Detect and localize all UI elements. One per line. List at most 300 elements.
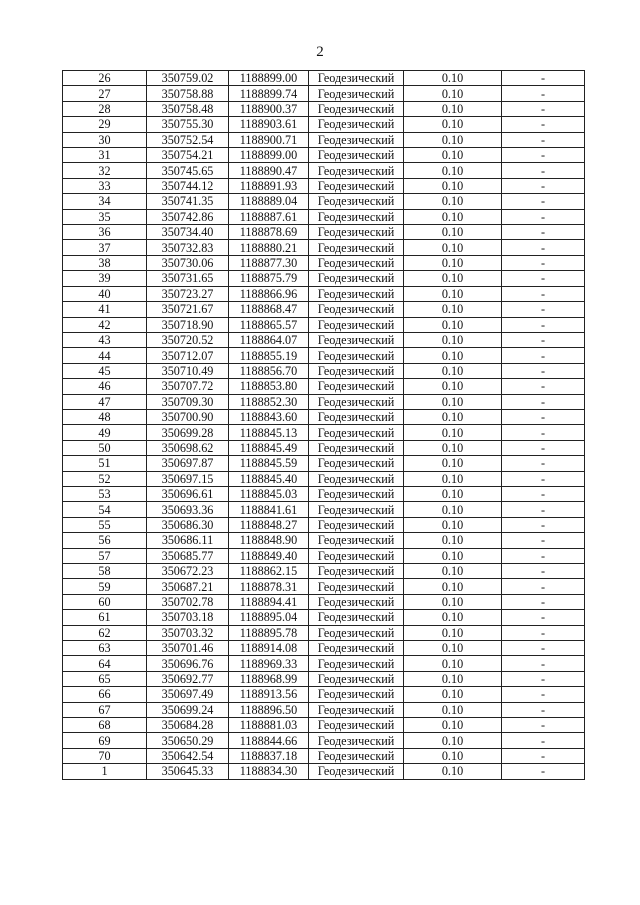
x-coordinate-cell: 350707.72 [147, 379, 229, 394]
y-coordinate-cell: 1188834.30 [229, 764, 309, 779]
method-cell: Геодезический [309, 86, 404, 101]
point-number-cell: 26 [63, 71, 147, 86]
x-coordinate-cell: 350734.40 [147, 225, 229, 240]
point-number-cell: 30 [63, 132, 147, 147]
note-cell: - [502, 317, 585, 332]
method-cell: Геодезический [309, 702, 404, 717]
y-coordinate-cell: 1188843.60 [229, 409, 309, 424]
note-cell: - [502, 687, 585, 702]
y-coordinate-cell: 1188848.90 [229, 533, 309, 548]
table-row [63, 748, 585, 763]
y-coordinate-cell: 1188845.03 [229, 486, 309, 501]
method-cell: Геодезический [309, 71, 404, 86]
y-coordinate-cell: 1188868.47 [229, 302, 309, 317]
accuracy-cell: 0.10 [404, 733, 502, 748]
table-row [63, 579, 585, 594]
accuracy-cell: 0.10 [404, 348, 502, 363]
y-coordinate-cell: 1188866.96 [229, 286, 309, 301]
x-coordinate-cell: 350698.62 [147, 440, 229, 455]
y-coordinate-cell: 1188864.07 [229, 332, 309, 347]
y-coordinate-cell: 1188914.08 [229, 641, 309, 656]
point-number-cell: 34 [63, 194, 147, 209]
method-cell: Геодезический [309, 379, 404, 394]
accuracy-cell: 0.10 [404, 517, 502, 532]
y-coordinate-cell: 1188894.41 [229, 594, 309, 609]
note-cell: - [502, 533, 585, 548]
accuracy-cell: 0.10 [404, 255, 502, 270]
accuracy-cell: 0.10 [404, 533, 502, 548]
y-coordinate-cell: 1188844.66 [229, 733, 309, 748]
method-cell: Геодезический [309, 548, 404, 563]
method-cell: Геодезический [309, 194, 404, 209]
y-coordinate-cell: 1188895.04 [229, 610, 309, 625]
note-cell: - [502, 379, 585, 394]
y-coordinate-cell: 1188845.40 [229, 471, 309, 486]
point-number-cell: 48 [63, 409, 147, 424]
point-number-cell: 64 [63, 656, 147, 671]
y-coordinate-cell: 1188841.61 [229, 502, 309, 517]
note-cell: - [502, 255, 585, 270]
y-coordinate-cell: 1188875.79 [229, 271, 309, 286]
point-number-cell: 55 [63, 517, 147, 532]
table-row [63, 533, 585, 548]
accuracy-cell: 0.10 [404, 240, 502, 255]
table-row [63, 255, 585, 270]
method-cell: Геодезический [309, 302, 404, 317]
accuracy-cell: 0.10 [404, 302, 502, 317]
note-cell: - [502, 548, 585, 563]
table-row [63, 486, 585, 501]
y-coordinate-cell: 1188896.50 [229, 702, 309, 717]
note-cell: - [502, 625, 585, 640]
table-row [63, 517, 585, 532]
method-cell: Геодезический [309, 363, 404, 378]
x-coordinate-cell: 350645.33 [147, 764, 229, 779]
accuracy-cell: 0.10 [404, 625, 502, 640]
method-cell: Геодезический [309, 671, 404, 686]
y-coordinate-cell: 1188852.30 [229, 394, 309, 409]
table-row [63, 117, 585, 132]
point-number-cell: 58 [63, 564, 147, 579]
accuracy-cell: 0.10 [404, 332, 502, 347]
note-cell: - [502, 86, 585, 101]
method-cell: Геодезический [309, 286, 404, 301]
x-coordinate-cell: 350721.67 [147, 302, 229, 317]
note-cell: - [502, 117, 585, 132]
method-cell: Геодезический [309, 132, 404, 147]
x-coordinate-cell: 350687.21 [147, 579, 229, 594]
y-coordinate-cell: 1188968.99 [229, 671, 309, 686]
point-number-cell: 50 [63, 440, 147, 455]
y-coordinate-cell: 1188849.40 [229, 548, 309, 563]
accuracy-cell: 0.10 [404, 641, 502, 656]
accuracy-cell: 0.10 [404, 486, 502, 501]
table-row [63, 733, 585, 748]
accuracy-cell: 0.10 [404, 502, 502, 517]
page-number: 2 [316, 44, 324, 60]
point-number-cell: 70 [63, 748, 147, 763]
method-cell: Геодезический [309, 610, 404, 625]
note-cell: - [502, 425, 585, 440]
table-row [63, 332, 585, 347]
accuracy-cell: 0.10 [404, 610, 502, 625]
table-row [63, 702, 585, 717]
accuracy-cell: 0.10 [404, 209, 502, 224]
point-number-cell: 44 [63, 348, 147, 363]
table-row [63, 363, 585, 378]
point-number-cell: 56 [63, 533, 147, 548]
note-cell: - [502, 748, 585, 763]
method-cell: Геодезический [309, 178, 404, 193]
method-cell: Геодезический [309, 209, 404, 224]
table-row [63, 671, 585, 686]
note-cell: - [502, 733, 585, 748]
x-coordinate-cell: 350697.87 [147, 456, 229, 471]
method-cell: Геодезический [309, 163, 404, 178]
point-number-cell: 57 [63, 548, 147, 563]
method-cell: Геодезический [309, 117, 404, 132]
point-number-cell: 38 [63, 255, 147, 270]
table-row [63, 240, 585, 255]
y-coordinate-cell: 1188891.93 [229, 178, 309, 193]
note-cell: - [502, 209, 585, 224]
table-row [63, 687, 585, 702]
accuracy-cell: 0.10 [404, 71, 502, 86]
point-number-cell: 52 [63, 471, 147, 486]
x-coordinate-cell: 350700.90 [147, 409, 229, 424]
note-cell: - [502, 718, 585, 733]
method-cell: Геодезический [309, 225, 404, 240]
accuracy-cell: 0.10 [404, 548, 502, 563]
x-coordinate-cell: 350650.29 [147, 733, 229, 748]
x-coordinate-cell: 350755.30 [147, 117, 229, 132]
note-cell: - [502, 456, 585, 471]
x-coordinate-cell: 350744.12 [147, 178, 229, 193]
point-number-cell: 35 [63, 209, 147, 224]
method-cell: Геодезический [309, 271, 404, 286]
table-row [63, 348, 585, 363]
x-coordinate-cell: 350699.28 [147, 425, 229, 440]
table-row [63, 132, 585, 147]
y-coordinate-cell: 1188890.47 [229, 163, 309, 178]
method-cell: Геодезический [309, 748, 404, 763]
y-coordinate-cell: 1188899.00 [229, 71, 309, 86]
y-coordinate-cell: 1188845.59 [229, 456, 309, 471]
point-number-cell: 36 [63, 225, 147, 240]
accuracy-cell: 0.10 [404, 471, 502, 486]
note-cell: - [502, 610, 585, 625]
note-cell: - [502, 702, 585, 717]
table-row [63, 409, 585, 424]
note-cell: - [502, 671, 585, 686]
note-cell: - [502, 332, 585, 347]
accuracy-cell: 0.10 [404, 702, 502, 717]
accuracy-cell: 0.10 [404, 101, 502, 116]
method-cell: Геодезический [309, 764, 404, 779]
accuracy-cell: 0.10 [404, 409, 502, 424]
x-coordinate-cell: 350741.35 [147, 194, 229, 209]
y-coordinate-cell: 1188837.18 [229, 748, 309, 763]
y-coordinate-cell: 1188877.30 [229, 255, 309, 270]
point-number-cell: 66 [63, 687, 147, 702]
table-row [63, 425, 585, 440]
table-row [63, 317, 585, 332]
y-coordinate-cell: 1188900.71 [229, 132, 309, 147]
x-coordinate-cell: 350672.23 [147, 564, 229, 579]
note-cell: - [502, 240, 585, 255]
y-coordinate-cell: 1188848.27 [229, 517, 309, 532]
x-coordinate-cell: 350692.77 [147, 671, 229, 686]
x-coordinate-cell: 350758.48 [147, 101, 229, 116]
y-coordinate-cell: 1188889.04 [229, 194, 309, 209]
point-number-cell: 28 [63, 101, 147, 116]
table-row [63, 718, 585, 733]
x-coordinate-cell: 350696.76 [147, 656, 229, 671]
note-cell: - [502, 363, 585, 378]
note-cell: - [502, 486, 585, 501]
table-row [63, 101, 585, 116]
point-number-cell: 27 [63, 86, 147, 101]
accuracy-cell: 0.10 [404, 317, 502, 332]
method-cell: Геодезический [309, 148, 404, 163]
table-row [63, 394, 585, 409]
x-coordinate-cell: 350723.27 [147, 286, 229, 301]
point-number-cell: 37 [63, 240, 147, 255]
x-coordinate-cell: 350742.86 [147, 209, 229, 224]
table-row [63, 86, 585, 101]
table-row [63, 656, 585, 671]
method-cell: Геодезический [309, 733, 404, 748]
point-number-cell: 61 [63, 610, 147, 625]
note-cell: - [502, 132, 585, 147]
y-coordinate-cell: 1188855.19 [229, 348, 309, 363]
x-coordinate-cell: 350720.52 [147, 332, 229, 347]
y-coordinate-cell: 1188862.15 [229, 564, 309, 579]
x-coordinate-cell: 350732.83 [147, 240, 229, 255]
accuracy-cell: 0.10 [404, 117, 502, 132]
table-row [63, 379, 585, 394]
accuracy-cell: 0.10 [404, 564, 502, 579]
table-row [63, 71, 585, 86]
accuracy-cell: 0.10 [404, 271, 502, 286]
note-cell: - [502, 348, 585, 363]
point-number-cell: 69 [63, 733, 147, 748]
accuracy-cell: 0.10 [404, 178, 502, 193]
x-coordinate-cell: 350699.24 [147, 702, 229, 717]
x-coordinate-cell: 350686.11 [147, 533, 229, 548]
y-coordinate-cell: 1188856.70 [229, 363, 309, 378]
x-coordinate-cell: 350702.78 [147, 594, 229, 609]
note-cell: - [502, 641, 585, 656]
table-row [63, 610, 585, 625]
table-row [63, 194, 585, 209]
y-coordinate-cell: 1188969.33 [229, 656, 309, 671]
method-cell: Геодезический [309, 486, 404, 501]
note-cell: - [502, 517, 585, 532]
x-coordinate-cell: 350697.15 [147, 471, 229, 486]
point-number-cell: 51 [63, 456, 147, 471]
y-coordinate-cell: 1188853.80 [229, 379, 309, 394]
note-cell: - [502, 194, 585, 209]
method-cell: Геодезический [309, 625, 404, 640]
point-number-cell: 65 [63, 671, 147, 686]
accuracy-cell: 0.10 [404, 194, 502, 209]
table-row [63, 225, 585, 240]
method-cell: Геодезический [309, 255, 404, 270]
method-cell: Геодезический [309, 409, 404, 424]
method-cell: Геодезический [309, 348, 404, 363]
method-cell: Геодезический [309, 533, 404, 548]
x-coordinate-cell: 350754.21 [147, 148, 229, 163]
method-cell: Геодезический [309, 641, 404, 656]
method-cell: Геодезический [309, 579, 404, 594]
table-row [63, 625, 585, 640]
point-number-cell: 29 [63, 117, 147, 132]
coordinates-table [62, 70, 585, 780]
table-row [63, 764, 585, 779]
table-row [63, 286, 585, 301]
accuracy-cell: 0.10 [404, 286, 502, 301]
accuracy-cell: 0.10 [404, 132, 502, 147]
point-number-cell: 62 [63, 625, 147, 640]
accuracy-cell: 0.10 [404, 425, 502, 440]
table-row [63, 209, 585, 224]
accuracy-cell: 0.10 [404, 718, 502, 733]
point-number-cell: 41 [63, 302, 147, 317]
table-row [63, 594, 585, 609]
x-coordinate-cell: 350712.07 [147, 348, 229, 363]
y-coordinate-cell: 1188878.69 [229, 225, 309, 240]
accuracy-cell: 0.10 [404, 225, 502, 240]
accuracy-cell: 0.10 [404, 579, 502, 594]
note-cell: - [502, 302, 585, 317]
x-coordinate-cell: 350730.06 [147, 255, 229, 270]
note-cell: - [502, 764, 585, 779]
y-coordinate-cell: 1188899.00 [229, 148, 309, 163]
accuracy-cell: 0.10 [404, 456, 502, 471]
table-row [63, 178, 585, 193]
point-number-cell: 68 [63, 718, 147, 733]
x-coordinate-cell: 350718.90 [147, 317, 229, 332]
point-number-cell: 47 [63, 394, 147, 409]
note-cell: - [502, 271, 585, 286]
x-coordinate-cell: 350703.32 [147, 625, 229, 640]
y-coordinate-cell: 1188903.61 [229, 117, 309, 132]
accuracy-cell: 0.10 [404, 363, 502, 378]
method-cell: Геодезический [309, 240, 404, 255]
method-cell: Геодезический [309, 456, 404, 471]
method-cell: Геодезический [309, 517, 404, 532]
y-coordinate-cell: 1188880.21 [229, 240, 309, 255]
x-coordinate-cell: 350642.54 [147, 748, 229, 763]
point-number-cell: 40 [63, 286, 147, 301]
y-coordinate-cell: 1188895.78 [229, 625, 309, 640]
coordinates-table-body [63, 71, 585, 780]
table-row [63, 302, 585, 317]
y-coordinate-cell: 1188878.31 [229, 579, 309, 594]
accuracy-cell: 0.10 [404, 86, 502, 101]
note-cell: - [502, 148, 585, 163]
table-row [63, 163, 585, 178]
point-number-cell: 46 [63, 379, 147, 394]
method-cell: Геодезический [309, 317, 404, 332]
point-number-cell: 43 [63, 332, 147, 347]
point-number-cell: 39 [63, 271, 147, 286]
note-cell: - [502, 394, 585, 409]
note-cell: - [502, 564, 585, 579]
point-number-cell: 60 [63, 594, 147, 609]
point-number-cell: 31 [63, 148, 147, 163]
method-cell: Геодезический [309, 394, 404, 409]
note-cell: - [502, 178, 585, 193]
accuracy-cell: 0.10 [404, 687, 502, 702]
note-cell: - [502, 579, 585, 594]
x-coordinate-cell: 350701.46 [147, 641, 229, 656]
x-coordinate-cell: 350686.30 [147, 517, 229, 532]
x-coordinate-cell: 350697.49 [147, 687, 229, 702]
y-coordinate-cell: 1188865.57 [229, 317, 309, 332]
x-coordinate-cell: 350703.18 [147, 610, 229, 625]
method-cell: Геодезический [309, 332, 404, 347]
method-cell: Геодезический [309, 471, 404, 486]
note-cell: - [502, 225, 585, 240]
table-row [63, 271, 585, 286]
note-cell: - [502, 440, 585, 455]
note-cell: - [502, 471, 585, 486]
accuracy-cell: 0.10 [404, 656, 502, 671]
table-row [63, 641, 585, 656]
accuracy-cell: 0.10 [404, 163, 502, 178]
point-number-cell: 54 [63, 502, 147, 517]
accuracy-cell: 0.10 [404, 671, 502, 686]
point-number-cell: 33 [63, 178, 147, 193]
x-coordinate-cell: 350745.65 [147, 163, 229, 178]
table-row [63, 148, 585, 163]
y-coordinate-cell: 1188899.74 [229, 86, 309, 101]
method-cell: Геодезический [309, 425, 404, 440]
table-row [63, 456, 585, 471]
x-coordinate-cell: 350759.02 [147, 71, 229, 86]
note-cell: - [502, 101, 585, 116]
accuracy-cell: 0.10 [404, 594, 502, 609]
point-number-cell: 67 [63, 702, 147, 717]
note-cell: - [502, 594, 585, 609]
method-cell: Геодезический [309, 718, 404, 733]
x-coordinate-cell: 350758.88 [147, 86, 229, 101]
y-coordinate-cell: 1188900.37 [229, 101, 309, 116]
y-coordinate-cell: 1188845.13 [229, 425, 309, 440]
x-coordinate-cell: 350685.77 [147, 548, 229, 563]
accuracy-cell: 0.10 [404, 748, 502, 763]
y-coordinate-cell: 1188887.61 [229, 209, 309, 224]
point-number-cell: 53 [63, 486, 147, 501]
point-number-cell: 59 [63, 579, 147, 594]
x-coordinate-cell: 350693.36 [147, 502, 229, 517]
x-coordinate-cell: 350684.28 [147, 718, 229, 733]
method-cell: Геодезический [309, 594, 404, 609]
note-cell: - [502, 656, 585, 671]
note-cell: - [502, 409, 585, 424]
x-coordinate-cell: 350709.30 [147, 394, 229, 409]
method-cell: Геодезический [309, 101, 404, 116]
accuracy-cell: 0.10 [404, 379, 502, 394]
x-coordinate-cell: 350752.54 [147, 132, 229, 147]
table-row [63, 548, 585, 563]
method-cell: Геодезический [309, 656, 404, 671]
y-coordinate-cell: 1188913.56 [229, 687, 309, 702]
point-number-cell: 63 [63, 641, 147, 656]
method-cell: Геодезический [309, 687, 404, 702]
